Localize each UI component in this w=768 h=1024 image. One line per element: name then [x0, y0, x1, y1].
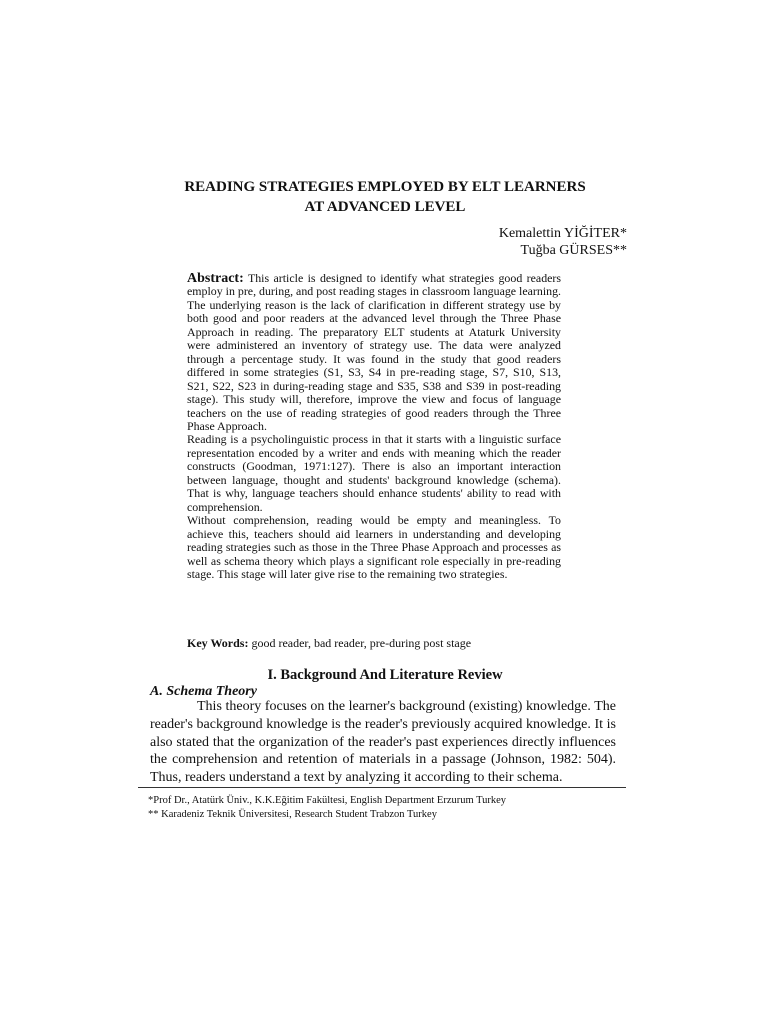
author-2: Tuğba GÜRSES**: [520, 243, 627, 258]
author-block: [499, 225, 627, 259]
subsection-heading: A. Schema Theory: [150, 684, 257, 699]
footnotes: [148, 794, 506, 821]
section-heading: I. Background And Literature Review: [267, 667, 503, 683]
title-line-1: READING STRATEGIES EMPLOYED BY ELT LEARNERS: [184, 179, 586, 195]
keywords-label: Key Words:: [187, 636, 249, 650]
keywords-text: good reader, bad reader, pre-during post stage: [251, 636, 472, 650]
abstract-paragraph-1: [187, 272, 561, 433]
keywords: [187, 636, 471, 650]
author-1: Kemalettin YİĞİTER*: [498, 226, 627, 241]
title-line-2: AT ADVANCED LEVEL: [304, 199, 466, 215]
footnote-divider: [138, 787, 626, 788]
body-paragraph-1: This theory focuses on the learner's background (existing) knowledge. The reader's background knowledge is the reader's previously acquired knowledge. It is also stated that the organization of the reader's past experiences directly influences the comprehension and retention of materials in a passage (Johnson, 1982: 504). Thus, readers understand a text by analyzing it according to their schema.: [150, 699, 616, 786]
footnote-2: ** Karadeniz Teknik Üniversitesi, Research Student Trabzon Turkey: [148, 808, 437, 820]
paper-title: [140, 177, 630, 217]
abstract-text-1: This article is designed to identify what strategies good readers employ in pre, during, and post reading stages in classroom language learning. The underlying reason is the lack of clarification in different strategy use by both good and poor readers at the advanced level through the Three Phase Approach in reading. The preparatory ELT students at Ataturk University were administered an inventory of strategy use. The data were analyzed through a percentage study. It was found in the study that good readers differed in some strategies (S1, S3, S4 in pre-reading stage, S7, S10, S13, S21, S22, S23 in during-reading stage and S35, S38 and S39 in post-reading stage). This study will, therefore, improve the view and focus of language teachers on the use of reading strategies of good readers through the Three Phase Approach.: [187, 271, 562, 433]
body-text: [150, 698, 616, 787]
footnote-1: *Prof Dr., Atatürk Üniv., K.K.Eğitim Fakültesi, English Department Erzurum Turkey: [148, 795, 507, 806]
abstract-paragraph-3: Without comprehension, reading would be empty and meaningless. To achieve this, teachers should aid learners in understanding and developing reading strategies such as those in the Three Phase Approach and processes as well as schema theory which plays a significant role especially in pre-reading stage. This stage will later give rise to the remaining two strategies.: [187, 513, 561, 581]
abstract: [187, 272, 561, 581]
abstract-paragraph-2: Reading is a psycholinguistic process in that it starts with a linguistic surface representation encoded by a writer and ends with meaning which the reader constructs (Goodman, 1971:127). There is also an important interaction between language, thought and students' background knowledge (schema). That is why, language teachers should enhance students' ability to read with comprehension.: [187, 432, 561, 514]
abstract-label: Abstract:: [187, 271, 244, 286]
